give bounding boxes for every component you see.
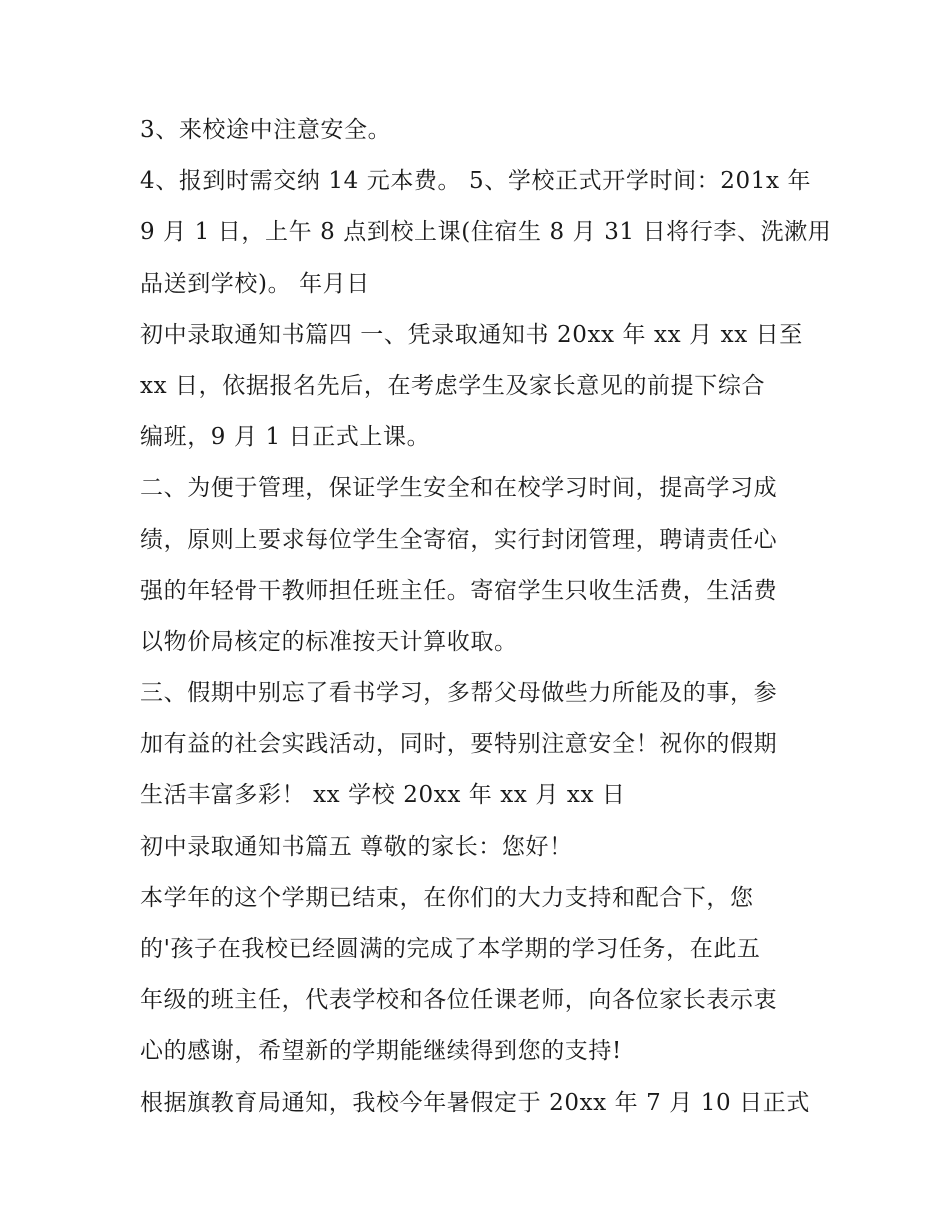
text-line: 加有益的社会实践活动，同时，要特别注意安全！祝你的假期 bbox=[140, 731, 778, 758]
text-line: 以物价局核定的标准按天计算收取。 bbox=[140, 628, 518, 655]
text-line: 心的感谢，希望新的学期能继续得到您的支持! bbox=[140, 1038, 622, 1065]
text-line: 二、为便于管理，保证学生安全和在校学习时间，提高学习成 bbox=[140, 475, 778, 502]
text-line: 本学年的这个学期已结束，在你们的大力支持和配合下，您 bbox=[140, 884, 754, 911]
text-line: 年级的班主任，代表学校和各位任课老师，向各位家长表示衷 bbox=[140, 987, 778, 1014]
text-line: 强的年轻骨干教师担任班主任。寄宿学生只收生活费，生活费 bbox=[140, 577, 778, 604]
document-body bbox=[140, 108, 830, 1132]
text-line: 初中录取通知书篇四 一、凭录取通知书 20xx 年 xx 月 xx 日至 bbox=[140, 321, 803, 348]
text-line: 生活丰富多彩！ xx 学校 20xx 年 xx 月 xx 日 bbox=[140, 782, 626, 809]
text-line: 的'孩子在我校已经圆满的完成了本学期的学习任务，在此五 bbox=[140, 936, 761, 962]
text-line: 三、假期中别忘了看书学习，多帮父母做些力所能及的事，参 bbox=[140, 680, 778, 707]
text-line: 3、来校途中注意安全。 bbox=[140, 117, 392, 143]
text-line: xx 日，依据报名先后，在考虑学生及家长意见的前提下综合 bbox=[140, 372, 766, 399]
text-line: 初中录取通知书篇五 尊敬的家长：您好！ bbox=[140, 833, 573, 860]
text-line: 4、报到时需交纳 14 元本费。 5、学校正式开学时间：201x 年 bbox=[140, 168, 812, 195]
text-line: 根据旗教育局通知，我校今年暑假定于 20xx 年 7 月 10 日正式 bbox=[140, 1089, 810, 1116]
text-line: 品送到学校)。 年月日 bbox=[140, 270, 370, 297]
text-line: 编班，9 月 1 日正式上课。 bbox=[140, 424, 431, 451]
text-line: 9 月 1 日，上午 8 点到校上课(住宿生 8 月 31 日将行李、洗漱用 bbox=[140, 219, 832, 246]
text-line: 绩，原则上要求每位学生全寄宿，实行封闭管理，聘请责任心 bbox=[140, 526, 778, 553]
